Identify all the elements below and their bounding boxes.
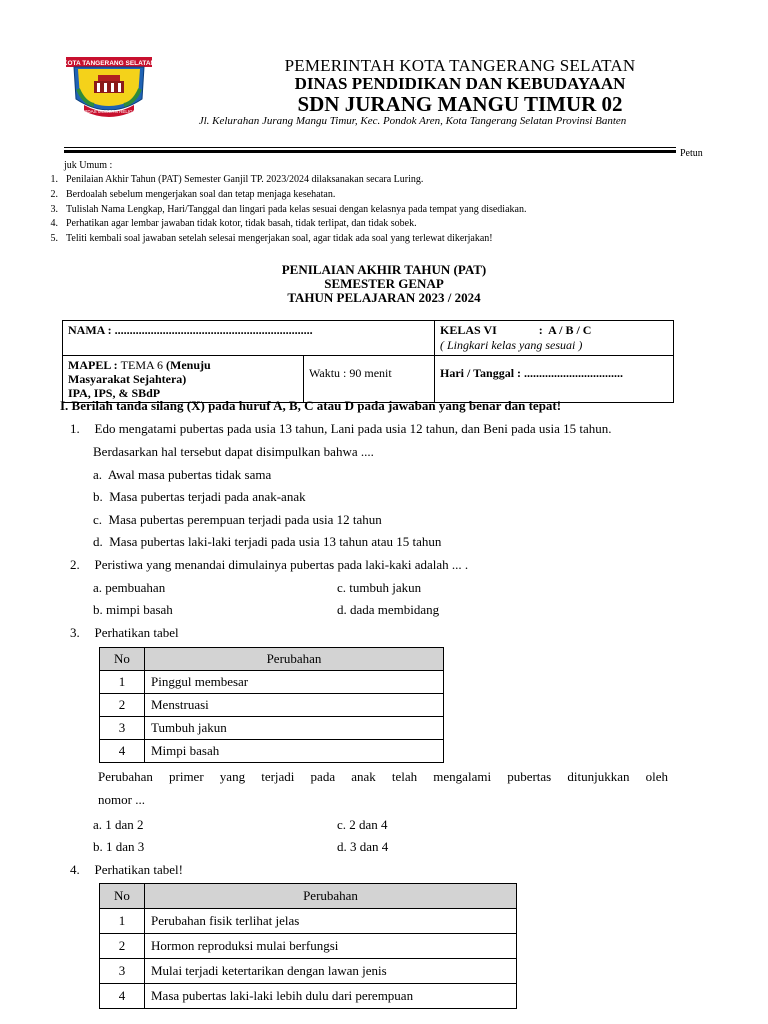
q1-option-a[interactable]: a. Awal masa pubertas tidak sama: [93, 467, 272, 482]
instruction-item: 1. Penilaian Akhir Tahun (PAT) Semester Ganjil TP. 2023/2024 dilaksanakan secara Luring.: [50, 174, 424, 185]
instructions-label-start: Petun: [680, 148, 703, 159]
header-line-2: DINAS PENDIDIKAN DAN KEBUDAYAAN: [294, 74, 626, 93]
section-instruction: I. Berilah tanda silang (X) pada huruf A, B, C atau D pada jawaban yang benar dan tepat!: [60, 398, 562, 413]
table-row: 4 Mimpi basah: [100, 740, 444, 763]
question-2: 2. Peristiwa yang menandai dimulainya pubertas pada laki-kaki adalah ... .: [70, 557, 469, 572]
table-header-change: Perubahan: [145, 648, 444, 671]
table-header-change: Perubahan: [145, 884, 517, 909]
header-divider-thin: [64, 147, 676, 148]
q2-option-c[interactable]: c. tumbuh jakun: [337, 580, 422, 595]
exam-title-3: TAHUN PELAJARAN 2023 / 2024: [287, 290, 481, 305]
question-3: 3. Perhatikan tabel: [70, 625, 179, 640]
table-row: 3 Mulai terjadi ketertarikan dengan lawan jenis: [100, 959, 517, 984]
q3-option-c[interactable]: c. 2 dan 4: [337, 817, 388, 832]
exam-title-1: PENILAIAN AKHIR TAHUN (PAT): [281, 262, 487, 277]
logo-text-top: KOTA TANGERANG SELATAN: [64, 60, 154, 67]
header-divider: [64, 150, 676, 153]
school-address: Jl. Kelurahan Jurang Mangu Timur, Kec. Pondok Aren, Kota Tangerang Selatan Provinsi Banten: [198, 115, 627, 127]
table-row: 1 Perubahan fisik terlihat jelas: [100, 909, 517, 934]
q1-option-c[interactable]: c. Masa pubertas perempuan terjadi pada usia 12 tahun: [93, 512, 382, 527]
table-header-no: No: [100, 648, 145, 671]
q3-option-b[interactable]: b. 1 dan 3: [93, 839, 145, 854]
school-name: SDN JURANG MANGU TIMUR 02: [297, 92, 623, 116]
general-instructions: [38, 173, 738, 247]
q1-option-d[interactable]: d. Masa pubertas laki-laki terjadi pada usia 13 tahun atau 15 tahun: [93, 534, 442, 549]
instruction-item: 4. Perhatikan agar lembar jawaban tidak kotor, tidak basah, tidak terlipat, dan tidak sobek.: [50, 218, 417, 230]
instructions-label-end: juk Umum :: [64, 160, 113, 171]
q3-option-d[interactable]: d. 3 dan 4: [337, 839, 389, 854]
subject-cell: MAPEL : TEMA 6 (Menuju Masyarakat Sejahtera) IPA, IPS, & SBdP: [63, 356, 304, 403]
table-row: 3 Tumbuh jakun: [100, 717, 444, 740]
header-line-1: PEMERINTAH KOTA TANGERANG SELATAN: [284, 56, 636, 75]
exam-title-2: SEMESTER GENAP: [324, 276, 444, 291]
class-field[interactable]: KELAS VI : A / B / C ( Lingkari kelas yang sesuai ): [435, 321, 674, 356]
q2-option-a[interactable]: a. pembuahan: [93, 580, 166, 595]
instruction-item: 5. Teliti kembali soal jawaban setelah selesai mengerjakan soal, agar tidak ada soal yang terlewat dikerjakan!: [50, 233, 493, 245]
time-cell: Waktu : 90 menit: [304, 356, 435, 403]
instruction-item: 3. Tulislah Nama Lengkap, Hari/Tanggal dan lingari pada kelas sesuai dengan kelasnya pada tempat yang disediakan.: [50, 203, 527, 215]
table-row: 4 Masa pubertas laki-laki lebih dulu dari perempuan: [100, 984, 517, 1009]
q2-option-b[interactable]: b. mimpi basah: [93, 602, 173, 617]
question-1: 1. Edo mengatami pubertas pada usia 13 tahun, Lani pada usia 12 tahun, dan Beni pada usia 15 tahun.: [70, 421, 612, 436]
date-field[interactable]: Hari / Tanggal : .................................: [435, 356, 674, 403]
q1-option-b[interactable]: b. Masa pubertas terjadi pada anak-anak: [93, 489, 306, 504]
instruction-item: 2. Berdoalah sebelum mengerjakan soal dan tetap menjaga kesehatan.: [50, 188, 336, 200]
q4-table: [99, 883, 517, 1009]
table-row: 2 Menstruasi: [100, 694, 444, 717]
question-3-prompt: Perubahan primer yang terjadi pada anak telah mengalami pubertas ditunjukkan oleh: [98, 769, 668, 784]
school-logo: [64, 55, 154, 121]
q3-table: [99, 647, 444, 763]
question-1-line-2: Berdasarkan hal tersebut dapat disimpulkan bahwa ....: [93, 444, 374, 459]
table-row: 1 Pinggul membesar: [100, 671, 444, 694]
table-header-no: No: [100, 884, 145, 909]
question-3-prompt-2: nomor ...: [98, 792, 145, 807]
question-4: 4. Perhatikan tabel!: [70, 862, 183, 877]
q3-option-a[interactable]: a. 1 dan 2: [93, 817, 144, 832]
table-row: 2 Hormon reproduksi mulai berfungsi: [100, 934, 517, 959]
q2-option-d[interactable]: d. dada membidang: [337, 602, 440, 617]
student-identity-table: [62, 320, 674, 403]
name-field[interactable]: NAMA : ..................................................................: [63, 321, 435, 356]
logo-text-bottom: CERDAS MODERN RELIGIUS: [77, 109, 141, 114]
